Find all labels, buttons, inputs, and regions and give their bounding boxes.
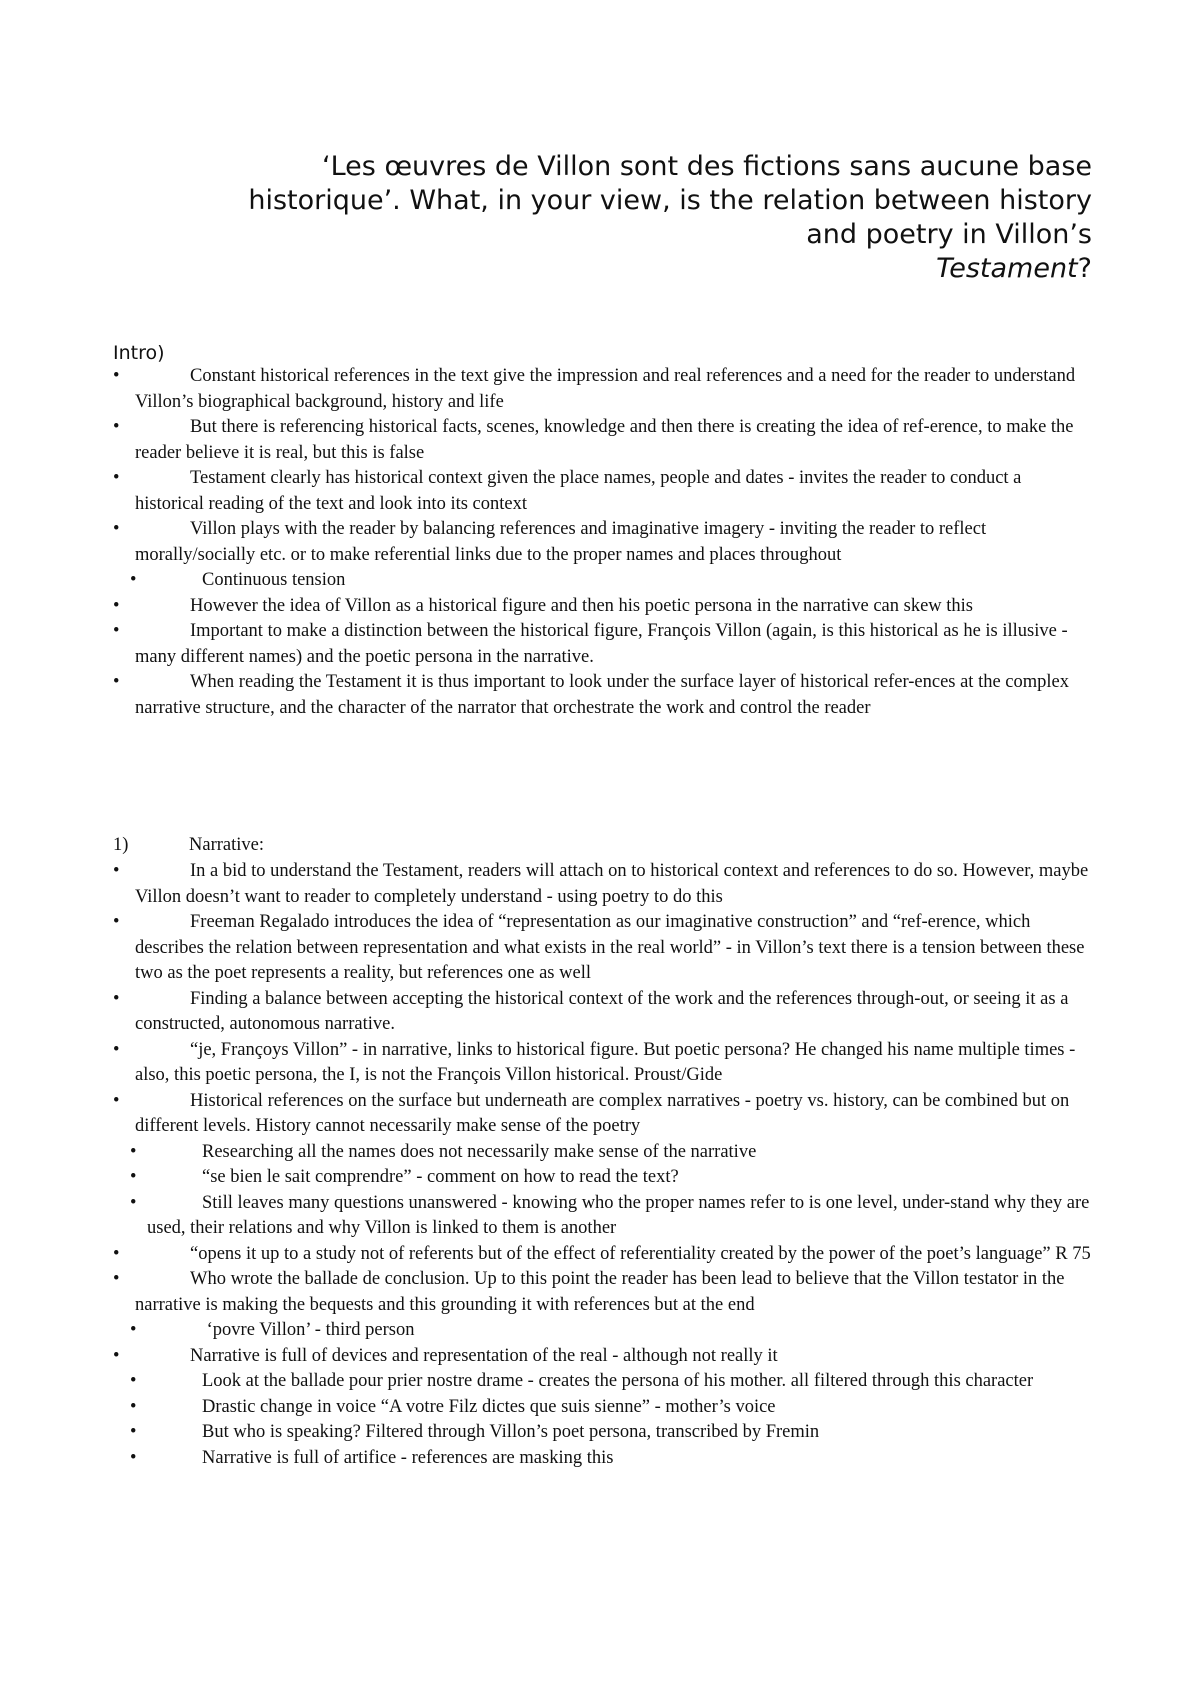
bullet-marker: •	[113, 1039, 120, 1060]
bullet-marker: •	[113, 1269, 120, 1289]
list-item	[113, 1140, 1093, 1166]
list-item-text: “se bien le sait comprendre” - comment on how to read the text?	[202, 1167, 679, 1187]
list-item-text: In a bid to understand the Testament, readers will attach on to historical context and references to do so. However, maybe Villon doesn’t want to reader to completely understand - using poetry to do this	[135, 861, 1089, 907]
bullet-marker: •	[113, 1243, 120, 1264]
list-item-text: Who wrote the ballade de conclusion. Up to this point the reader has been lead to believe that the Villon testator in the narrative is making the bequests and this grounding it with references but at the end	[135, 1269, 1065, 1315]
bullet-marker: •	[113, 1090, 120, 1111]
list-item	[113, 1344, 1093, 1370]
title-line-2: historique’. What, in your view, is the relation between history	[248, 185, 1092, 216]
section-1-bullet-list	[113, 859, 1093, 1471]
bullet-marker: •	[130, 1192, 137, 1213]
list-item	[113, 364, 1093, 415]
bullet-marker: •	[113, 468, 120, 488]
section-1-heading	[113, 833, 264, 859]
list-item-text: “opens it up to a study not of referents but of the effect of referentiality created by the power of the poet’s language” R 75	[190, 1243, 1091, 1264]
bullet-marker: •	[130, 570, 137, 590]
list-item-text: Still leaves many questions unanswered - knowing who the proper names refer to is one level, under-stand why they are used, their relations and why Villon is linked to them is another	[147, 1192, 1090, 1238]
list-item-text: When reading the Testament it is thus important to look under the surface layer of historical refer-ences at the complex narrative structure, and the character of the narrator that orchestrate the work and control the reader	[135, 672, 1070, 718]
list-item	[113, 910, 1093, 987]
list-item	[113, 1420, 1093, 1446]
bullet-marker: •	[130, 1141, 137, 1162]
list-item	[113, 568, 1093, 594]
list-item	[113, 594, 1093, 620]
bullet-marker: •	[113, 988, 120, 1009]
list-item	[113, 1369, 1093, 1395]
list-item-text: Historical references on the surface but underneath are complex narratives - poetry vs. history, can be combined but on different levels. History cannot necessarily make sense of the poetry	[135, 1090, 1070, 1136]
list-item	[113, 619, 1093, 670]
list-item	[113, 1089, 1093, 1140]
list-item-text: Continuous tension	[202, 570, 346, 590]
title-line-3: and poetry in Villon’s	[806, 219, 1092, 250]
list-item-text: However the idea of Villon as a historical figure and then his poetic persona in the narrative can skew this	[190, 595, 974, 616]
list-item-text: Drastic change in voice “A votre Filz dictes que suis sienne” - mother’s voice	[202, 1396, 776, 1417]
bullet-marker: •	[130, 1320, 137, 1340]
bullet-marker: •	[113, 417, 120, 437]
list-item	[113, 987, 1093, 1038]
bullet-marker: •	[130, 1422, 137, 1442]
section-1-number: 1)	[113, 835, 129, 855]
list-item-text: Look at the ballade pour prier nostre drame - creates the persona of his mother. all filtered through this character	[202, 1371, 1034, 1391]
list-item	[113, 1395, 1093, 1421]
title-italic-word: Testament	[936, 253, 1078, 284]
bullet-marker: •	[113, 366, 120, 386]
list-item	[113, 517, 1093, 568]
list-item	[113, 1318, 1093, 1344]
list-item-text: Villon plays with the reader by balancing references and imaginative imagery - inviting the reader to reflect morally/socially etc. or to make referential links due to the proper names and places throughout	[135, 519, 987, 565]
list-item	[113, 859, 1093, 910]
bullet-marker: •	[113, 672, 120, 692]
list-item-text: Freeman Regalado introduces the idea of “representation as our imaginative construction” and “ref-erence, which describes the relation between representation and what exists in the real world” - in Villon’s text there is a tension between these two as the poet represents a reality, but references one as well	[135, 912, 1085, 983]
bullet-marker: •	[113, 621, 120, 641]
bullet-marker: •	[130, 1396, 137, 1417]
section-1-title: Narrative:	[189, 835, 264, 855]
list-item-text: ‘povre Villon’ - third person	[202, 1320, 415, 1340]
list-item	[113, 1191, 1093, 1242]
list-item	[113, 670, 1093, 721]
list-item	[113, 1446, 1093, 1472]
list-item	[113, 1038, 1093, 1089]
bullet-marker: •	[130, 1371, 137, 1391]
list-item	[113, 1242, 1093, 1268]
list-item-text: Researching all the names does not necessarily make sense of the narrative	[202, 1141, 757, 1162]
list-item-text: Important to make a distinction between the historical figure, François Villon (again, is this historical as he is illusive - many different names) and the poetic persona in the narrative.	[135, 621, 1068, 667]
title-line-4	[120, 252, 1092, 286]
bullet-marker: •	[130, 1447, 137, 1468]
list-item	[113, 1165, 1093, 1191]
list-item	[113, 466, 1093, 517]
intro-heading: Intro)	[113, 342, 165, 364]
list-item	[113, 1267, 1093, 1318]
bullet-marker: •	[113, 1345, 120, 1366]
bullet-marker: •	[113, 519, 120, 539]
bullet-marker: •	[113, 861, 120, 881]
list-item-text: Testament clearly has historical context given the place names, people and dates - invites the reader to conduct a historical reading of the text and look into its context	[135, 468, 1022, 514]
bullet-marker: •	[113, 912, 120, 932]
list-item-text: Finding a balance between accepting the historical context of the work and the references through-out, or seeing it as a constructed, autonomous narrative.	[135, 988, 1069, 1034]
bullet-marker: •	[130, 1167, 137, 1187]
essay-title	[120, 150, 1092, 286]
list-item-text: But who is speaking? Filtered through Villon’s poet persona, transcribed by Fremin	[202, 1422, 820, 1442]
bullet-marker: •	[113, 595, 120, 616]
list-item-text: But there is referencing historical facts, scenes, knowledge and then there is creating the idea of ref-erence, to make the reader believe it is real, but this is false	[135, 417, 1074, 463]
intro-bullet-list	[113, 364, 1093, 721]
title-line-1: ‘Les œuvres de Villon sont des fictions sans aucune base	[322, 151, 1092, 182]
list-item-text: Narrative is full of devices and representation of the real - although not really it	[190, 1345, 778, 1366]
title-question-mark: ?	[1077, 253, 1092, 284]
list-item-text: Constant historical references in the text give the impression and real references and a need for the reader to understand Villon’s biographical background, history and life	[135, 366, 1076, 412]
list-item	[113, 415, 1093, 466]
list-item-text: “je, Françoys Villon” - in narrative, links to historical figure. But poetic persona? He changed his name multiple times - also, this poetic persona, the I, is not the François Villon historical. Proust/Gide	[135, 1039, 1076, 1085]
list-item-text: Narrative is full of artifice - references are masking this	[202, 1447, 614, 1468]
